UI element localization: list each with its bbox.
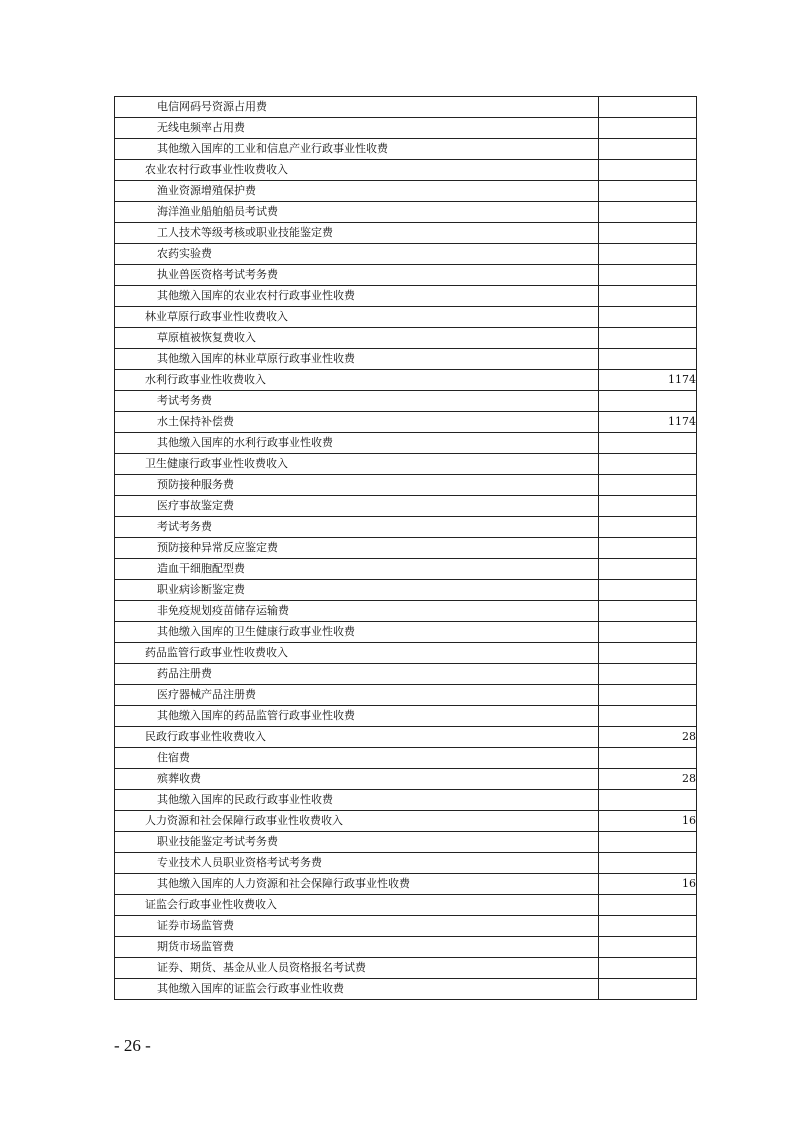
table-row (115, 727, 697, 748)
amount-cell (599, 139, 697, 160)
table-row (115, 160, 697, 181)
item-name-cell: 医疗器械产品注册费 (115, 685, 599, 706)
amount-cell (599, 601, 697, 622)
table-row (115, 916, 697, 937)
table-row (115, 265, 697, 286)
amount-cell: 28 (599, 727, 697, 748)
table-row (115, 412, 697, 433)
item-name-cell: 其他缴入国库的人力资源和社会保障行政事业性收费 (115, 874, 599, 895)
item-name-cell: 造血干细胞配型费 (115, 559, 599, 580)
category-name-cell: 人力资源和社会保障行政事业性收费收入 (115, 811, 599, 832)
item-name-cell: 其他缴入国库的工业和信息产业行政事业性收费 (115, 139, 599, 160)
item-name-cell: 无线电频率占用费 (115, 118, 599, 139)
item-name-cell: 水土保持补偿费 (115, 412, 599, 433)
table-row (115, 559, 697, 580)
table-row (115, 580, 697, 601)
category-name-cell: 水利行政事业性收费收入 (115, 370, 599, 391)
amount-cell (599, 328, 697, 349)
table-row (115, 748, 697, 769)
table-row (115, 622, 697, 643)
amount-cell (599, 349, 697, 370)
item-name-cell: 农药实验费 (115, 244, 599, 265)
item-name-cell: 草原植被恢复费收入 (115, 328, 599, 349)
table-row (115, 538, 697, 559)
item-name-cell: 考试考务费 (115, 517, 599, 538)
item-name-cell: 渔业资源增殖保护费 (115, 181, 599, 202)
item-name-cell: 职业技能鉴定考试考务费 (115, 832, 599, 853)
table-row (115, 979, 697, 1000)
amount-cell (599, 244, 697, 265)
amount-cell (599, 97, 697, 118)
item-name-cell: 其他缴入国库的林业草原行政事业性收费 (115, 349, 599, 370)
table-body (115, 97, 697, 1000)
item-name-cell: 执业兽医资格考试考务费 (115, 265, 599, 286)
table-row (115, 349, 697, 370)
item-name-cell: 其他缴入国库的农业农村行政事业性收费 (115, 286, 599, 307)
table-row (115, 811, 697, 832)
table-row (115, 664, 697, 685)
category-name-cell: 民政行政事业性收费收入 (115, 727, 599, 748)
table-row (115, 937, 697, 958)
table-row (115, 202, 697, 223)
amount-cell (599, 517, 697, 538)
amount-cell (599, 433, 697, 454)
amount-cell: 1174 (599, 370, 697, 391)
amount-cell (599, 958, 697, 979)
item-name-cell: 其他缴入国库的民政行政事业性收费 (115, 790, 599, 811)
amount-cell (599, 475, 697, 496)
category-name-cell: 卫生健康行政事业性收费收入 (115, 454, 599, 475)
table-row (115, 454, 697, 475)
item-name-cell: 工人技术等级考核或职业技能鉴定费 (115, 223, 599, 244)
table-row (115, 895, 697, 916)
item-name-cell: 其他缴入国库的卫生健康行政事业性收费 (115, 622, 599, 643)
table-row (115, 328, 697, 349)
table-row (115, 391, 697, 412)
amount-cell (599, 979, 697, 1000)
amount-cell (599, 748, 697, 769)
table-row (115, 496, 697, 517)
table-row (115, 874, 697, 895)
table-row (115, 769, 697, 790)
amount-cell (599, 853, 697, 874)
table-row (115, 139, 697, 160)
amount-cell (599, 307, 697, 328)
table-row (115, 181, 697, 202)
item-name-cell: 证券市场监管费 (115, 916, 599, 937)
fee-income-table (114, 96, 697, 1000)
amount-cell (599, 580, 697, 601)
amount-cell (599, 643, 697, 664)
amount-cell (599, 916, 697, 937)
table-row (115, 958, 697, 979)
category-name-cell: 农业农村行政事业性收费收入 (115, 160, 599, 181)
item-name-cell: 住宿费 (115, 748, 599, 769)
category-name-cell: 药品监管行政事业性收费收入 (115, 643, 599, 664)
item-name-cell: 医疗事故鉴定费 (115, 496, 599, 517)
amount-cell (599, 538, 697, 559)
amount-cell (599, 202, 697, 223)
category-name-cell: 证监会行政事业性收费收入 (115, 895, 599, 916)
item-name-cell: 专业技术人员职业资格考试考务费 (115, 853, 599, 874)
item-name-cell: 考试考务费 (115, 391, 599, 412)
amount-cell (599, 223, 697, 244)
table-row (115, 223, 697, 244)
item-name-cell: 其他缴入国库的药品监管行政事业性收费 (115, 706, 599, 727)
item-name-cell: 职业病诊断鉴定费 (115, 580, 599, 601)
amount-cell: 1174 (599, 412, 697, 433)
category-name-cell: 林业草原行政事业性收费收入 (115, 307, 599, 328)
amount-cell: 16 (599, 874, 697, 895)
table-row (115, 118, 697, 139)
table-row (115, 244, 697, 265)
amount-cell (599, 496, 697, 517)
table-row (115, 643, 697, 664)
item-name-cell: 其他缴入国库的水利行政事业性收费 (115, 433, 599, 454)
amount-cell (599, 181, 697, 202)
table-row (115, 517, 697, 538)
amount-cell (599, 664, 697, 685)
table-row (115, 370, 697, 391)
amount-cell (599, 790, 697, 811)
amount-cell (599, 265, 697, 286)
page-number: - 26 - (114, 1036, 151, 1055)
item-name-cell: 预防接种服务费 (115, 475, 599, 496)
item-name-cell: 预防接种异常反应鉴定费 (115, 538, 599, 559)
item-name-cell: 电信网码号资源占用费 (115, 97, 599, 118)
amount-cell (599, 454, 697, 475)
table-row (115, 601, 697, 622)
amount-cell (599, 895, 697, 916)
amount-cell (599, 391, 697, 412)
amount-cell (599, 706, 697, 727)
item-name-cell: 期货市场监管费 (115, 937, 599, 958)
table-row (115, 790, 697, 811)
item-name-cell: 非免疫规划疫苗储存运输费 (115, 601, 599, 622)
item-name-cell: 其他缴入国库的证监会行政事业性收费 (115, 979, 599, 1000)
item-name-cell: 证券、期货、基金从业人员资格报名考试费 (115, 958, 599, 979)
amount-cell: 16 (599, 811, 697, 832)
table-row (115, 97, 697, 118)
table-row (115, 307, 697, 328)
item-name-cell: 殡葬收费 (115, 769, 599, 790)
amount-cell (599, 937, 697, 958)
table-row (115, 706, 697, 727)
table-row (115, 475, 697, 496)
table-row (115, 286, 697, 307)
table-row (115, 685, 697, 706)
amount-cell (599, 160, 697, 181)
amount-cell (599, 685, 697, 706)
item-name-cell: 海洋渔业船舶船员考试费 (115, 202, 599, 223)
amount-cell (599, 622, 697, 643)
table-row (115, 853, 697, 874)
amount-cell (599, 832, 697, 853)
amount-cell (599, 286, 697, 307)
table-row (115, 433, 697, 454)
amount-cell: 28 (599, 769, 697, 790)
table-row (115, 832, 697, 853)
item-name-cell: 药品注册费 (115, 664, 599, 685)
amount-cell (599, 118, 697, 139)
amount-cell (599, 559, 697, 580)
